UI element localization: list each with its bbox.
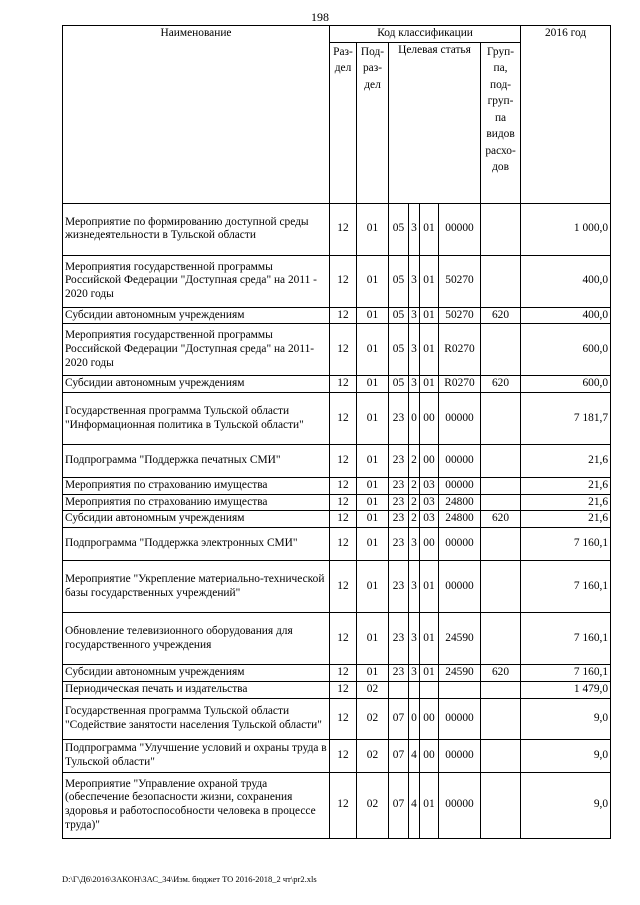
cell-cs1: 23 bbox=[389, 445, 409, 478]
table-row bbox=[63, 307, 611, 324]
cell-amount: 7 160,1 bbox=[521, 665, 611, 682]
cell-razdel: 12 bbox=[330, 478, 357, 495]
cell-cs4: 00000 bbox=[439, 445, 481, 478]
cell-name: Государственная программа Тульской области "Информационная политика в Тульской области" bbox=[63, 393, 330, 445]
cell-razdel: 12 bbox=[330, 613, 357, 665]
cell-cs2: 2 bbox=[409, 494, 420, 511]
cell-razdel: 12 bbox=[330, 698, 357, 739]
cell-name: Мероприятия по страхованию имущества bbox=[63, 494, 330, 511]
cell-cs1: 23 bbox=[389, 494, 409, 511]
cell-podrazdel: 02 bbox=[357, 739, 389, 772]
cell-amount: 9,0 bbox=[521, 772, 611, 838]
header-razdel: Раз-дел bbox=[330, 42, 357, 203]
cell-podrazdel: 01 bbox=[357, 478, 389, 495]
cell-name: Мероприятия государственной программы Российской Федерации "Доступная среда" на 2011-2020 годы bbox=[63, 324, 330, 376]
cell-name: Мероприятие "Укрепление материально-технической базы государственных учреждений" bbox=[63, 561, 330, 613]
cell-podrazdel: 01 bbox=[357, 376, 389, 393]
cell-cs3: 01 bbox=[420, 613, 439, 665]
cell-razdel: 12 bbox=[330, 307, 357, 324]
cell-group bbox=[481, 681, 521, 698]
cell-cs2: 3 bbox=[409, 255, 420, 307]
cell-cs4: R0270 bbox=[439, 376, 481, 393]
cell-cs3: 01 bbox=[420, 255, 439, 307]
cell-razdel: 12 bbox=[330, 511, 357, 528]
table-row bbox=[63, 376, 611, 393]
cell-cs1: 23 bbox=[389, 528, 409, 561]
cell-cs1 bbox=[389, 681, 409, 698]
cell-cs2: 3 bbox=[409, 203, 420, 255]
cell-razdel: 12 bbox=[330, 255, 357, 307]
cell-name: Субсидии автономным учреждениям bbox=[63, 511, 330, 528]
cell-cs2: 3 bbox=[409, 307, 420, 324]
cell-razdel: 12 bbox=[330, 561, 357, 613]
cell-podrazdel: 02 bbox=[357, 681, 389, 698]
cell-cs1: 23 bbox=[389, 561, 409, 613]
cell-cs3: 00 bbox=[420, 739, 439, 772]
cell-razdel: 12 bbox=[330, 324, 357, 376]
cell-cs4 bbox=[439, 681, 481, 698]
cell-group bbox=[481, 739, 521, 772]
cell-cs1: 23 bbox=[389, 613, 409, 665]
table-row bbox=[63, 528, 611, 561]
cell-cs4: 00000 bbox=[439, 739, 481, 772]
cell-group: 620 bbox=[481, 665, 521, 682]
cell-cs2: 4 bbox=[409, 739, 420, 772]
cell-cs4: 00000 bbox=[439, 772, 481, 838]
header-name: Наименование bbox=[63, 26, 330, 204]
cell-amount: 21,6 bbox=[521, 445, 611, 478]
cell-cs2 bbox=[409, 681, 420, 698]
cell-amount: 400,0 bbox=[521, 255, 611, 307]
cell-cs1: 05 bbox=[389, 203, 409, 255]
footer-file-path: D:\Г\Д6\2016\ЗАКОН\ЗАС_34\Изм. бюджет ТО 2016-2018_2 чт\pr2.xls bbox=[62, 874, 317, 884]
cell-amount: 600,0 bbox=[521, 324, 611, 376]
cell-podrazdel: 01 bbox=[357, 613, 389, 665]
cell-group bbox=[481, 494, 521, 511]
table-row bbox=[63, 681, 611, 698]
cell-podrazdel: 01 bbox=[357, 393, 389, 445]
cell-razdel: 12 bbox=[330, 665, 357, 682]
cell-cs3: 03 bbox=[420, 494, 439, 511]
cell-group: 620 bbox=[481, 376, 521, 393]
cell-name: Мероприятия по страхованию имущества bbox=[63, 478, 330, 495]
page-number: 198 bbox=[311, 10, 329, 24]
cell-amount: 21,6 bbox=[521, 494, 611, 511]
cell-cs2: 3 bbox=[409, 561, 420, 613]
header-target-article: Целевая статья bbox=[389, 42, 481, 203]
cell-name: Подпрограмма "Поддержка печатных СМИ" bbox=[63, 445, 330, 478]
cell-amount: 21,6 bbox=[521, 511, 611, 528]
cell-cs1: 05 bbox=[389, 255, 409, 307]
cell-group bbox=[481, 324, 521, 376]
cell-group bbox=[481, 698, 521, 739]
cell-cs2: 3 bbox=[409, 376, 420, 393]
cell-group bbox=[481, 478, 521, 495]
cell-group: 620 bbox=[481, 307, 521, 324]
cell-amount: 600,0 bbox=[521, 376, 611, 393]
cell-cs3: 03 bbox=[420, 511, 439, 528]
table-row bbox=[63, 772, 611, 838]
cell-razdel: 12 bbox=[330, 376, 357, 393]
cell-name: Мероприятие "Управление охраной труда (обеспечение безопасности жизни, сохранения здоровья и работоспособности человека в процессе труда)" bbox=[63, 772, 330, 838]
cell-cs3: 01 bbox=[420, 324, 439, 376]
header-group: Груп-па, под-груп-па видов расхо-дов bbox=[481, 42, 521, 203]
cell-podrazdel: 01 bbox=[357, 307, 389, 324]
cell-podrazdel: 01 bbox=[357, 324, 389, 376]
cell-cs4: 00000 bbox=[439, 203, 481, 255]
cell-cs4: 00000 bbox=[439, 561, 481, 613]
cell-podrazdel: 01 bbox=[357, 528, 389, 561]
table-row bbox=[63, 478, 611, 495]
cell-cs3: 00 bbox=[420, 445, 439, 478]
cell-cs3: 00 bbox=[420, 528, 439, 561]
table-row bbox=[63, 324, 611, 376]
table-row bbox=[63, 494, 611, 511]
cell-name: Государственная программа Тульской области "Содействие занятости населения Тульской области" bbox=[63, 698, 330, 739]
cell-cs4: 50270 bbox=[439, 255, 481, 307]
cell-cs4: R0270 bbox=[439, 324, 481, 376]
table-row bbox=[63, 739, 611, 772]
cell-group bbox=[481, 561, 521, 613]
cell-cs3: 01 bbox=[420, 307, 439, 324]
cell-cs1: 07 bbox=[389, 739, 409, 772]
cell-cs1: 05 bbox=[389, 376, 409, 393]
cell-cs2: 2 bbox=[409, 511, 420, 528]
table-row bbox=[63, 613, 611, 665]
cell-cs4: 00000 bbox=[439, 478, 481, 495]
cell-podrazdel: 01 bbox=[357, 445, 389, 478]
cell-name: Субсидии автономным учреждениям bbox=[63, 665, 330, 682]
cell-podrazdel: 01 bbox=[357, 511, 389, 528]
cell-podrazdel: 01 bbox=[357, 494, 389, 511]
cell-name: Подпрограмма "Поддержка электронных СМИ" bbox=[63, 528, 330, 561]
cell-name: Обновление телевизионного оборудования для государственного учреждения bbox=[63, 613, 330, 665]
cell-cs3: 01 bbox=[420, 203, 439, 255]
cell-cs3: 03 bbox=[420, 478, 439, 495]
cell-cs1: 07 bbox=[389, 698, 409, 739]
cell-group bbox=[481, 528, 521, 561]
cell-group bbox=[481, 393, 521, 445]
cell-cs4: 00000 bbox=[439, 393, 481, 445]
cell-razdel: 12 bbox=[330, 494, 357, 511]
cell-cs3: 01 bbox=[420, 561, 439, 613]
cell-podrazdel: 01 bbox=[357, 203, 389, 255]
header-podrazdel: Под-раз-дел bbox=[357, 42, 389, 203]
cell-group bbox=[481, 203, 521, 255]
cell-cs1: 07 bbox=[389, 772, 409, 838]
cell-cs3: 00 bbox=[420, 698, 439, 739]
cell-name: Субсидии автономным учреждениям bbox=[63, 376, 330, 393]
cell-amount: 7 160,1 bbox=[521, 528, 611, 561]
cell-podrazdel: 01 bbox=[357, 561, 389, 613]
table-row bbox=[63, 203, 611, 255]
cell-cs4: 24590 bbox=[439, 665, 481, 682]
cell-amount: 400,0 bbox=[521, 307, 611, 324]
cell-razdel: 12 bbox=[330, 681, 357, 698]
cell-cs2: 3 bbox=[409, 324, 420, 376]
cell-amount: 7 160,1 bbox=[521, 613, 611, 665]
cell-amount: 1 000,0 bbox=[521, 203, 611, 255]
table-row bbox=[63, 698, 611, 739]
cell-cs2: 0 bbox=[409, 698, 420, 739]
cell-cs1: 05 bbox=[389, 324, 409, 376]
cell-amount: 7 160,1 bbox=[521, 561, 611, 613]
cell-group: 620 bbox=[481, 511, 521, 528]
cell-amount: 1 479,0 bbox=[521, 681, 611, 698]
table-row bbox=[63, 393, 611, 445]
table-row bbox=[63, 445, 611, 478]
cell-podrazdel: 01 bbox=[357, 665, 389, 682]
cell-cs2: 2 bbox=[409, 445, 420, 478]
cell-razdel: 12 bbox=[330, 393, 357, 445]
table-row bbox=[63, 511, 611, 528]
cell-cs2: 3 bbox=[409, 528, 420, 561]
table-row bbox=[63, 665, 611, 682]
cell-name: Периодическая печать и издательства bbox=[63, 681, 330, 698]
cell-razdel: 12 bbox=[330, 739, 357, 772]
cell-cs1: 23 bbox=[389, 478, 409, 495]
cell-razdel: 12 bbox=[330, 772, 357, 838]
cell-cs4: 24800 bbox=[439, 511, 481, 528]
cell-razdel: 12 bbox=[330, 528, 357, 561]
cell-cs1: 05 bbox=[389, 307, 409, 324]
cell-cs4: 50270 bbox=[439, 307, 481, 324]
cell-cs2: 2 bbox=[409, 478, 420, 495]
cell-group bbox=[481, 772, 521, 838]
cell-name: Субсидии автономным учреждениям bbox=[63, 307, 330, 324]
cell-cs2: 4 bbox=[409, 772, 420, 838]
cell-amount: 7 181,7 bbox=[521, 393, 611, 445]
cell-group bbox=[481, 445, 521, 478]
cell-cs3: 01 bbox=[420, 772, 439, 838]
cell-cs2: 3 bbox=[409, 613, 420, 665]
cell-cs1: 23 bbox=[389, 665, 409, 682]
cell-cs2: 0 bbox=[409, 393, 420, 445]
cell-cs3: 01 bbox=[420, 665, 439, 682]
cell-cs1: 23 bbox=[389, 511, 409, 528]
cell-cs1: 23 bbox=[389, 393, 409, 445]
cell-group bbox=[481, 255, 521, 307]
cell-cs3: 00 bbox=[420, 393, 439, 445]
cell-razdel: 12 bbox=[330, 203, 357, 255]
header-year: 2016 год bbox=[521, 26, 611, 204]
cell-amount: 21,6 bbox=[521, 478, 611, 495]
cell-podrazdel: 02 bbox=[357, 698, 389, 739]
cell-cs4: 00000 bbox=[439, 528, 481, 561]
cell-cs2: 3 bbox=[409, 665, 420, 682]
cell-razdel: 12 bbox=[330, 445, 357, 478]
cell-name: Мероприятие по формированию доступной среды жизнедеятельности в Тульской области bbox=[63, 203, 330, 255]
budget-table bbox=[62, 25, 611, 839]
header-code-classification: Код классификации bbox=[330, 26, 521, 43]
cell-name: Мероприятия государственной программы Российской Федерации "Доступная среда" на 2011 - 2020 годы bbox=[63, 255, 330, 307]
cell-podrazdel: 01 bbox=[357, 255, 389, 307]
cell-amount: 9,0 bbox=[521, 739, 611, 772]
cell-cs3 bbox=[420, 681, 439, 698]
cell-amount: 9,0 bbox=[521, 698, 611, 739]
table-row bbox=[63, 561, 611, 613]
cell-cs3: 01 bbox=[420, 376, 439, 393]
cell-cs4: 24590 bbox=[439, 613, 481, 665]
cell-name: Подпрограмма "Улучшение условий и охраны труда в Тульской области" bbox=[63, 739, 330, 772]
cell-cs4: 00000 bbox=[439, 698, 481, 739]
table-row bbox=[63, 255, 611, 307]
cell-group bbox=[481, 613, 521, 665]
cell-cs4: 24800 bbox=[439, 494, 481, 511]
cell-podrazdel: 02 bbox=[357, 772, 389, 838]
